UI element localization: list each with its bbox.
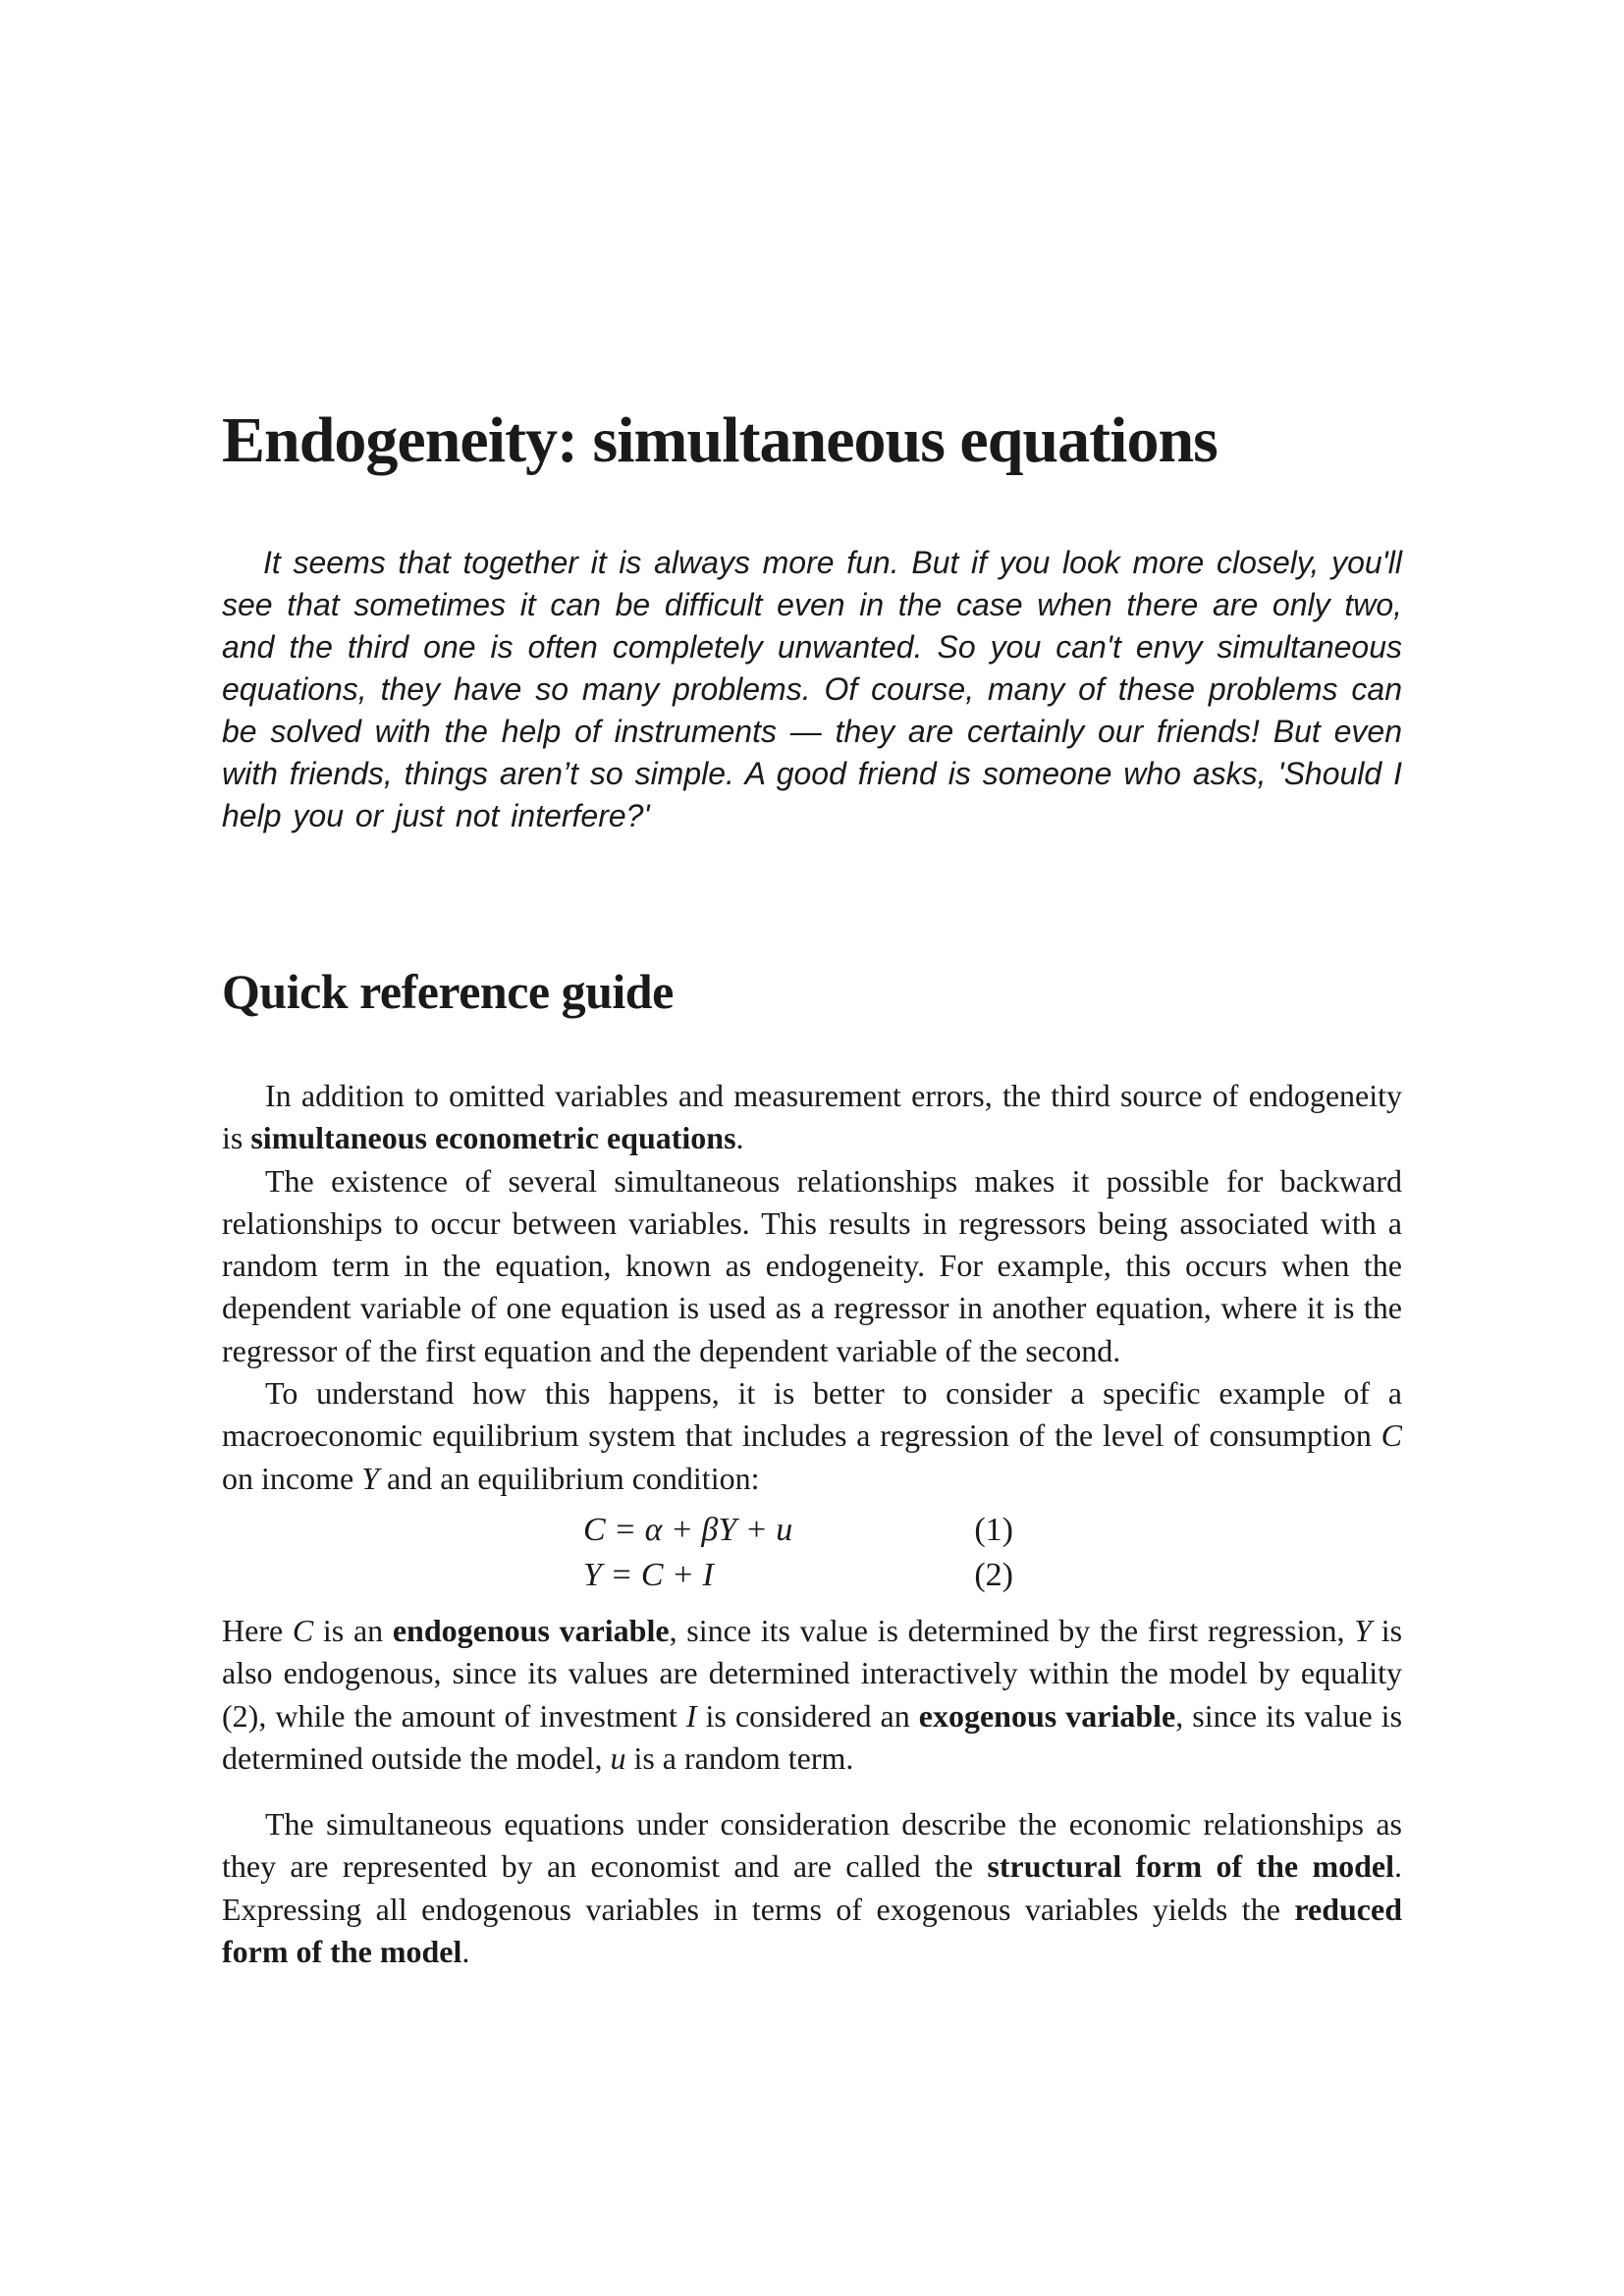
text-run: and an equilibrium condition:	[378, 1460, 760, 1496]
text-run: is a random term.	[625, 1739, 854, 1776]
math-var: u	[610, 1739, 626, 1776]
bold-term: reduced form of the model	[222, 1891, 1402, 1970]
text-run: .	[461, 1934, 470, 1970]
equation-row-1	[222, 1508, 1402, 1553]
bold-term: structural form of the model	[987, 1848, 1395, 1885]
math-var: C	[292, 1612, 314, 1648]
text-run: , since its value is determined outside the model,	[222, 1697, 1403, 1776]
section-heading: Quick reference guide	[222, 964, 674, 1019]
text-run: Here	[222, 1612, 293, 1648]
equation-number: (1)	[974, 1511, 1013, 1548]
equation-expression: Y = C + I	[583, 1556, 714, 1593]
text-run: is also endogenous, since its values are determined interactively within the model by equality (2), while the amount of investment	[222, 1612, 1403, 1734]
math-var: I	[685, 1697, 697, 1734]
equation-number: (2)	[974, 1556, 1013, 1593]
math-var: C	[1380, 1417, 1402, 1454]
paragraph-structural	[222, 1803, 1402, 1973]
paragraph-intro	[222, 1075, 1402, 1160]
paragraph-understand	[222, 1372, 1402, 1500]
math-var: Y	[361, 1460, 379, 1496]
text-run: . Expressing all endogenous variables in terms of exogenous variables yields the	[222, 1848, 1403, 1927]
text-run: In addition to omitted variables and measurement errors, the third source of endogeneity is	[222, 1078, 1402, 1156]
text-run: is an	[313, 1612, 393, 1648]
text-run: The simultaneous equations under consideration describe the economic relationships as they are represented by an economist and are called the	[222, 1806, 1402, 1885]
bold-term: endogenous variable	[392, 1612, 670, 1648]
text-run: The existence of several simultaneous relationships makes it possible for backward relationships to occur between variables. This results in regressors being associated with a random term in the equation, known as endogeneity. For example, this occurs when the dependent variable of one equation is used as a regressor in another equation, where it is the regressor of the first equation and the dependent variable of the second.	[222, 1162, 1402, 1368]
text-column	[222, 0, 1402, 1973]
text-run: To understand how this happens, it is better to consider a specific example of a macroeconomic equilibrium system that includes a regression of the level of consumption	[222, 1375, 1402, 1454]
equation-block	[222, 1508, 1402, 1598]
page-title: Endogeneity: simultaneous equations	[222, 404, 1218, 476]
equation-expression: C = α + βY + u	[583, 1511, 793, 1548]
bold-term: simultaneous econometric equations	[250, 1120, 736, 1156]
text-run: .	[735, 1120, 744, 1156]
equation-row-2	[222, 1553, 1402, 1598]
bold-term: exogenous variable	[918, 1697, 1176, 1734]
text-run: , since its value is determined by the first regression,	[669, 1612, 1355, 1648]
text-run: on income	[222, 1460, 362, 1496]
paragraph-here	[222, 1610, 1402, 1780]
math-var: Y	[1354, 1612, 1372, 1648]
text-run: is considered an	[696, 1697, 919, 1734]
paragraph-existence	[222, 1160, 1402, 1372]
epigraph: It seems that together it is always more fun. But if you look more closely, you'll see that sometimes it can be difficult even in the case when there are only two, and the third one is often completely unwanted. So you can't envy simultaneous equations, they have so many problems. Of course, many of these problems can be solved with the help of instruments — they are certainly our friends! But even with friends, things aren’t so simple. A good friend is someone who asks, 'Should I help you or just not interfere?'	[222, 545, 1402, 833]
